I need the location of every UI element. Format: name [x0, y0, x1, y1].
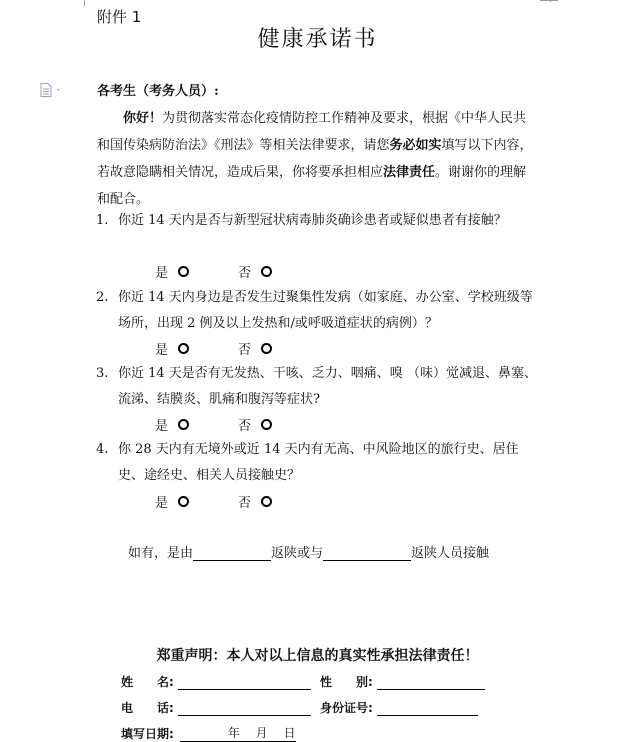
- radio-no-icon[interactable]: [261, 266, 272, 277]
- q3-no-option[interactable]: [238, 415, 272, 434]
- radio-yes-icon[interactable]: [178, 496, 189, 507]
- yes-label: 是: [155, 343, 169, 358]
- attachment-label: 附件 1: [97, 8, 142, 26]
- q2-yes-option[interactable]: [155, 339, 189, 358]
- gender-label: 性 别:: [320, 675, 373, 689]
- no-label: 否: [238, 266, 252, 281]
- question-text: 你近 14 天是否有无发热、干咳、乏力、咽痛、嗅 （味）觉减退、鼻塞、流涕、结膜炎、肌痛和腹泻等症状?: [118, 366, 537, 407]
- q4-no-option[interactable]: [238, 492, 272, 511]
- gender-field: [320, 673, 485, 690]
- month-label: 月: [255, 726, 268, 740]
- q3-yes-option[interactable]: [155, 415, 189, 434]
- question-2: [96, 285, 541, 337]
- radio-no-icon[interactable]: [261, 343, 272, 354]
- id-number-field: [320, 699, 478, 716]
- name-input-line[interactable]: [178, 676, 311, 690]
- yes-label: 是: [155, 266, 169, 281]
- contact-history-line: [128, 542, 489, 561]
- intro-paragraph: [97, 105, 537, 213]
- origin-blank-field[interactable]: [193, 546, 271, 561]
- page-corner-mark-right: [540, 0, 558, 1]
- no-label: 否: [238, 419, 252, 434]
- radio-yes-icon[interactable]: [178, 419, 189, 430]
- no-label: 否: [238, 496, 252, 511]
- question-number: 1.: [96, 213, 109, 228]
- question-number: 2.: [96, 290, 109, 305]
- intro-text-2: 填写以下内容，若故意隐瞒相关情况，造成后果，你将要承担相应: [97, 138, 533, 180]
- name-label: 姓 名:: [121, 675, 174, 689]
- page-corner-mark-left: [84, 0, 85, 6]
- question-1: [96, 208, 541, 234]
- contact-text-1: 如有，是由: [128, 546, 194, 561]
- q1-yes-option[interactable]: [155, 262, 189, 281]
- question-text: 你 28 天内有无境外或近 14 天内有无高、中风险地区的旅行史、居住史、途经史、相关人员接触史？: [118, 442, 519, 483]
- q4-yes-option[interactable]: [155, 492, 189, 511]
- id-number-input-line[interactable]: [377, 702, 478, 716]
- radio-yes-icon[interactable]: [178, 343, 189, 354]
- intro-emphasis-1: 务必如实: [389, 138, 442, 153]
- name-field: [121, 673, 311, 690]
- intro-text-3: 。谢谢你的理解和配合。: [97, 165, 527, 207]
- salutation: 各考生（考务人员）:: [97, 84, 219, 99]
- yes-label: 是: [155, 419, 169, 434]
- phone-label: 电 话:: [121, 701, 174, 715]
- date-input-line[interactable]: [180, 724, 296, 742]
- id-number-label: 身份证号:: [320, 701, 373, 715]
- gender-input-line[interactable]: [377, 676, 485, 690]
- question-number: 3.: [96, 366, 109, 381]
- contact-text-3: 返陕人员接触: [411, 546, 490, 561]
- question-4: [96, 437, 541, 489]
- year-label: 年: [227, 726, 240, 740]
- radio-yes-icon[interactable]: [178, 266, 189, 277]
- paragraph-options-icon[interactable]: [40, 82, 64, 96]
- q2-no-option[interactable]: [238, 339, 272, 358]
- intro-text-1: 为贯彻落实常态化疫情防控工作精神及要求，根据《中华人民共和国传染病防治法》《刑法》等相关法律要求，请您: [97, 111, 527, 153]
- question-text: 你近 14 天内是否与新型冠状病毒肺炎确诊患者或疑似患者有接触？: [118, 213, 507, 228]
- intro-greeting: 你好！: [123, 111, 163, 126]
- contact-text-2: 返陕或与: [271, 546, 324, 561]
- no-label: 否: [238, 343, 252, 358]
- document-page-icon: [40, 83, 64, 97]
- q1-no-option[interactable]: [238, 262, 272, 281]
- phone-field: [121, 699, 311, 716]
- question-number: 4.: [96, 442, 109, 457]
- question-3: [96, 361, 541, 413]
- page-title: 健康承诺书: [257, 27, 378, 52]
- date-label: 填写日期:: [121, 727, 174, 741]
- radio-no-icon[interactable]: [261, 496, 272, 507]
- question-text: 你近 14 天内身边是否发生过聚集性发病（如家庭、办公室、学校班级等场所，出现 2 例及以上发热和/或呼吸道症状的病例）？: [118, 290, 533, 331]
- page-corner-mark-right-tick: [550, 0, 551, 2]
- phone-input-line[interactable]: [178, 702, 311, 716]
- dropdown-arrow-icon: [57, 89, 60, 91]
- radio-no-icon[interactable]: [261, 419, 272, 430]
- yes-label: 是: [155, 496, 169, 511]
- contact-blank-field[interactable]: [323, 546, 411, 561]
- declaration: 郑重声明：本人对以上信息的真实性承担法律责任！: [156, 648, 479, 664]
- day-label: 日: [283, 726, 296, 740]
- date-field: [121, 724, 296, 742]
- intro-emphasis-2: 法律责任: [383, 165, 436, 180]
